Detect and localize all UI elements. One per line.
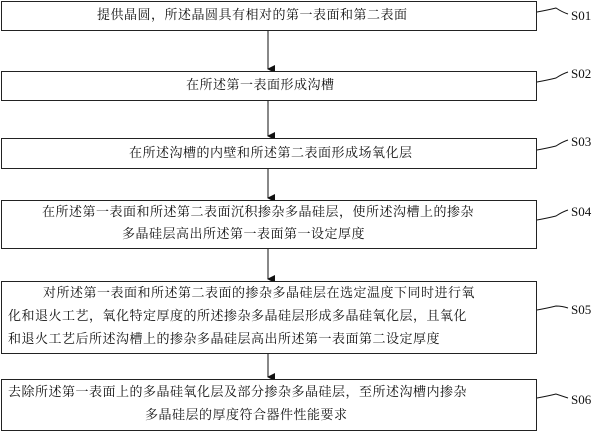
step-label-s01: S01 xyxy=(571,8,592,23)
step-box-s06 xyxy=(1,379,537,431)
step-text-s02-line1: 在所述第一表面形成沟槽 xyxy=(186,78,335,93)
step-box-s01 xyxy=(1,1,537,31)
step-text-s05-line1: 对所述第一表面和所述第二表面的掺杂多晶硅层在选定温度下同时进行氧 xyxy=(43,286,476,301)
leader-s04 xyxy=(537,210,568,220)
leader-s06 xyxy=(537,394,568,398)
step-text-s04-line1: 在所述第一表面和所述第二表面沉积掺杂多晶硅层，使所述沟槽上的掺杂 xyxy=(42,205,475,220)
step-text-s06-line2: 多晶硅层的厚度符合器件性能要求 xyxy=(145,408,348,423)
step-box-s03 xyxy=(1,138,537,169)
step-label-s03: S03 xyxy=(571,134,592,149)
leader-s01 xyxy=(537,8,568,14)
step-label-s02: S02 xyxy=(571,66,592,81)
step-box-s05 xyxy=(1,281,537,354)
leader-s05 xyxy=(537,306,568,310)
step-text-s06-line1: 去除所述第一表面上的多晶硅氧化层及部分掺杂多晶硅层，至所述沟槽内掺杂 xyxy=(8,385,468,400)
step-label-s06: S06 xyxy=(571,392,592,407)
step-box-s04 xyxy=(1,200,537,249)
step-label-s04: S04 xyxy=(571,204,592,219)
leader-s02 xyxy=(537,72,568,82)
step-text-s05-line2: 化和退火工艺，氧化特定厚度的所述掺杂多晶硅层形成多晶硅氧化层，且氧化 xyxy=(8,309,468,324)
step-text-s04-line2: 多晶硅层高出所述第一表面第一设定厚度 xyxy=(122,227,366,242)
leader-s03 xyxy=(537,140,568,150)
step-text-s03-line1: 在所述沟槽的内壁和所述第二表面形成场氧化层 xyxy=(129,146,413,161)
step-box-s02 xyxy=(1,71,537,101)
step-text-s05-line3: 和退火工艺后所述沟槽上的掺杂多晶硅层高出所述第一表面第二设定厚度 xyxy=(8,332,441,347)
step-text-s01-line1: 提供晶圆，所述晶圆具有相对的第一表面和第二表面 xyxy=(97,8,408,23)
step-label-s05: S05 xyxy=(571,302,592,317)
